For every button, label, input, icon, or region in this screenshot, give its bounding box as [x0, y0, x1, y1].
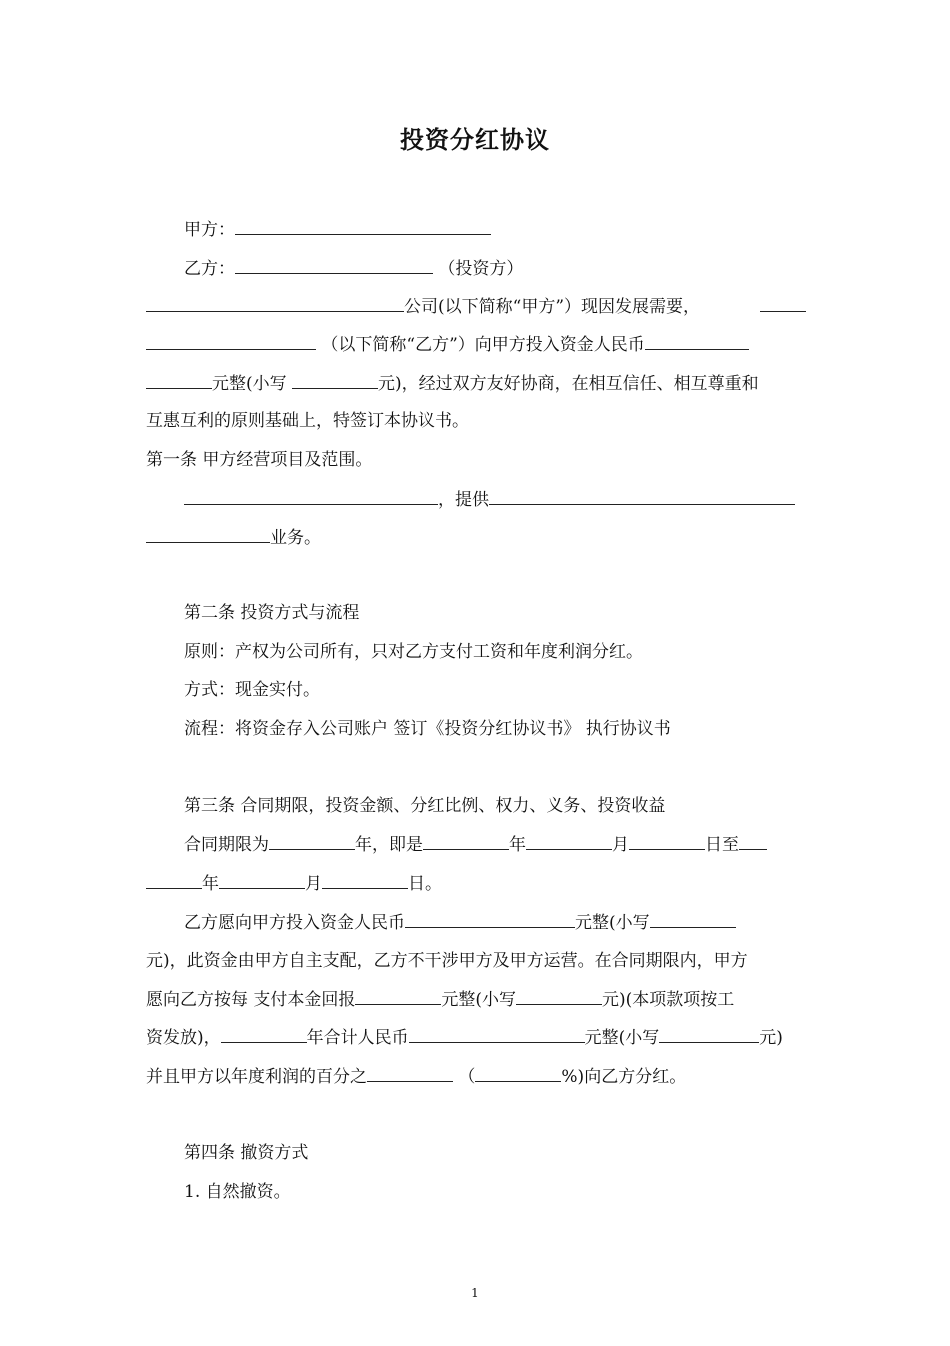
- start-month-label: 月: [612, 835, 629, 855]
- start-year-blank[interactable]: [423, 833, 509, 850]
- term-years-blank[interactable]: [269, 833, 355, 850]
- intro-text-3b: 元)，经过双方友好协商，在相互信任、相互尊重和: [378, 374, 759, 394]
- percent-text-blank[interactable]: [367, 1065, 453, 1082]
- article-2-heading: 第二条 投资方式与流程: [184, 603, 360, 623]
- article-2-principle: 原则：产权为公司所有，只对乙方支付工资和年度利润分红。: [184, 642, 643, 662]
- party-a-label: 甲方：: [184, 220, 235, 240]
- article-3-term-line: [184, 833, 806, 856]
- article-4-item-1: 1. 自然撤资。: [184, 1182, 291, 1202]
- intro-line-1: [146, 295, 806, 318]
- party-b-blank[interactable]: [235, 257, 433, 274]
- article-3-invest-line: [184, 911, 806, 934]
- article-1-line-2: [146, 526, 806, 549]
- term-prefix: 合同期限为: [184, 835, 269, 855]
- invest-prefix: 乙方愿向甲方投入资金人民币: [184, 913, 405, 933]
- party-b-role: （投资方）: [438, 259, 524, 279]
- business-service-blank-b[interactable]: [146, 526, 270, 543]
- percent-prefix: 并且甲方以年度利润的百分之: [146, 1067, 367, 1087]
- percent-suffix: %)向乙方分红。: [561, 1067, 687, 1087]
- end-day-label: 日。: [408, 874, 442, 894]
- party-b-label: 乙方：: [184, 259, 235, 279]
- start-day-blank[interactable]: [629, 833, 705, 850]
- article-3-heading: 第三条 合同期限，投资金额、分红比例、权力、义务、投资收益: [184, 796, 666, 816]
- amount-blank-a[interactable]: [645, 333, 749, 350]
- return-small-label: 元整(小写: [441, 990, 517, 1010]
- start-month-blank[interactable]: [526, 833, 612, 850]
- page-number: 1: [471, 1286, 479, 1300]
- term-year-label: 年，即是: [355, 835, 423, 855]
- article-3-line-3: [146, 988, 806, 1011]
- salary-note: 资发放)，: [146, 1028, 221, 1048]
- intro-line-4: 互惠互利的原则基础上，特签订本协议书。: [146, 411, 469, 431]
- end-month-blank[interactable]: [219, 872, 305, 889]
- article-1-provide: ，提供: [438, 490, 489, 510]
- intro-text-2: （以下简称“乙方”）向甲方投入资金人民币: [321, 335, 645, 355]
- amount-blank-b[interactable]: [146, 372, 212, 389]
- article-4-heading: 第四条 撤资方式: [184, 1143, 309, 1163]
- business-project-blank[interactable]: [184, 488, 438, 505]
- article-2-process: 流程：将资金存入公司账户 签订《投资分红协议书》 执行协议书: [184, 719, 671, 739]
- total-small-blank[interactable]: [659, 1026, 759, 1043]
- return-amount-blank[interactable]: [355, 988, 441, 1005]
- total-end: 元): [759, 1028, 783, 1048]
- end-year-blank-b[interactable]: [146, 872, 202, 889]
- amount-small-blank[interactable]: [292, 372, 378, 389]
- party-b-name-blank-a[interactable]: [760, 295, 806, 312]
- total-label: 年合计人民币: [306, 1028, 409, 1048]
- intro-text-3a: 元整(小写: [212, 374, 287, 394]
- article-3-term-line-2: [146, 872, 806, 895]
- return-note: 元)(本项款项按工: [602, 990, 735, 1010]
- article-2-method: 方式：现金实付。: [184, 680, 320, 700]
- party-b-line: [184, 257, 806, 280]
- article-1-business: 业务。: [270, 528, 321, 548]
- total-years-blank[interactable]: [221, 1026, 307, 1043]
- end-year-blank-a[interactable]: [739, 833, 767, 850]
- intro-text-1: 公司(以下简称“甲方”）现因发展需要，: [404, 297, 701, 317]
- intro-line-2: [146, 333, 806, 356]
- percent-open: （: [458, 1067, 476, 1087]
- total-amount-blank[interactable]: [409, 1026, 585, 1043]
- end-year-label: 年: [202, 874, 219, 894]
- start-day-label: 日至: [705, 835, 739, 855]
- article-3-line-4: [146, 1026, 806, 1049]
- total-small-label: 元整(小写: [584, 1028, 660, 1048]
- return-small-blank[interactable]: [516, 988, 602, 1005]
- party-b-name-blank-b[interactable]: [146, 333, 316, 350]
- article-1-line-1: [184, 488, 806, 511]
- invest-small-label: 元整(小写: [575, 913, 650, 933]
- end-month-label: 月: [305, 874, 322, 894]
- percent-number-blank[interactable]: [475, 1065, 561, 1082]
- intro-line-3: [146, 372, 806, 395]
- article-1-heading: 第一条 甲方经营项目及范围。: [146, 450, 373, 470]
- start-year-label: 年: [509, 835, 526, 855]
- end-day-blank[interactable]: [322, 872, 408, 889]
- invest-amount-blank[interactable]: [405, 911, 575, 928]
- business-service-blank-a[interactable]: [489, 488, 795, 505]
- document-title: 投资分红协议: [400, 125, 550, 154]
- article-3-line-2: 元)，此资金由甲方自主支配，乙方不干涉甲方及甲方运营。在合同期限内，甲方: [146, 951, 748, 971]
- company-name-blank[interactable]: [146, 295, 404, 312]
- party-a-blank[interactable]: [235, 218, 491, 235]
- return-prefix: 愿向乙方按每 支付本金回报: [146, 990, 356, 1010]
- article-3-line-5: [146, 1065, 806, 1088]
- party-a-line: [184, 218, 806, 241]
- invest-small-blank[interactable]: [650, 911, 736, 928]
